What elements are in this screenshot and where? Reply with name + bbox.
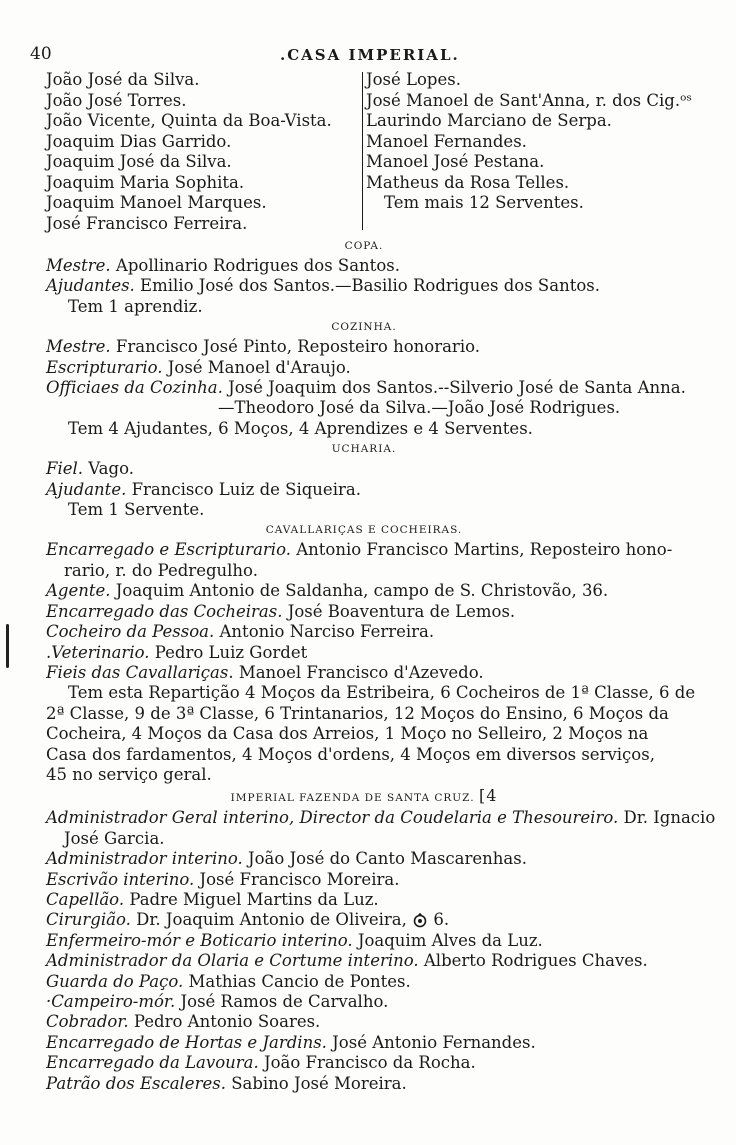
list-item: João José da Silva. (46, 70, 200, 89)
entry (46, 1053, 682, 1073)
name: Antonio Narciso Ferreira. (219, 622, 435, 642)
name: José Boaventura de Lemos. (287, 601, 516, 621)
name: Alberto Rodrigues Chaves. (423, 951, 648, 971)
list-item: João José Torres. (46, 90, 187, 110)
name: Apollinario Rodrigues dos Santos. (115, 256, 400, 275)
page-header (30, 44, 706, 66)
list-item: Joaquim Maria Sophita. (46, 172, 245, 192)
list-item: José Manoel de Sant'Anna, r. dos Cig.ᵒˢ (366, 90, 693, 110)
role: Cobrador. (46, 1012, 129, 1032)
right-column (366, 70, 711, 214)
entry (46, 972, 682, 992)
role: Administrador da Olaria e Cortume interino. (46, 951, 419, 971)
name: Pedro Antonio Soares. (133, 1012, 321, 1032)
entry (46, 663, 682, 683)
role: Escrivão interino. (46, 869, 195, 889)
staff-note-line: 45 no serviço geral. (46, 764, 212, 784)
list-item: Joaquim Dias Garrido. (46, 131, 232, 151)
section-heading-santa-cruz (46, 786, 682, 808)
name: Joaquim Antonio de Saldanha, campo de S. Christovão, 36. (115, 581, 609, 601)
entry (46, 951, 682, 971)
name: José Ramos de Carvalho. (180, 992, 389, 1011)
role: Guarda do Paço. (46, 971, 184, 991)
running-title: .CASA IMPERIAL. (280, 46, 460, 64)
document-body (46, 236, 716, 1094)
entry (46, 622, 682, 642)
staff-note-line: 2ª Classe, 9 de 3ª Classe, 6 Trintanarios, 12 Moços do Ensino, 6 Moços da (46, 703, 669, 723)
staff-note: Tem 4 Ajudantes, 6 Moços, 4 Aprendizes e 4 Serventes. (68, 418, 533, 438)
entry (46, 910, 682, 930)
page-number: 40 (30, 44, 52, 64)
section-heading-copa: COPA. (344, 240, 384, 252)
order-badge-icon (412, 912, 428, 928)
list-item: Matheus da Rosa Telles. (366, 172, 570, 192)
role: ·Campeiro-mór. (46, 992, 176, 1011)
list-item: João Vicente, Quinta da Boa-Vista. (46, 111, 332, 130)
entry (46, 378, 686, 398)
section-heading-cavallaricas: CAVALLARIÇAS E COCHEIRAS. (265, 524, 463, 537)
role: Cocheiro da Pessoa. (46, 622, 215, 642)
role: Mestre. (46, 256, 111, 275)
list-item: Joaquim José da Silva. (46, 152, 232, 171)
name: Vago. (88, 459, 134, 479)
section-title: IMPERIAL FAZENDA DE SANTA CRUZ. (230, 792, 475, 805)
entry (46, 849, 682, 869)
name: João Francisco da Rocha. (263, 1053, 476, 1073)
name: Manoel Francisco d'Azevedo. (238, 662, 484, 682)
list-item: Manoel José Pestana. (366, 152, 545, 171)
name: José Manoel d'Araujo. (167, 357, 351, 377)
name: Francisco José Pinto, Reposteiro honorario. (115, 337, 480, 357)
heading-note: [4 (478, 786, 498, 806)
entry (46, 1033, 682, 1053)
name: Padre Miguel Martins da Luz. (129, 889, 379, 909)
list-item: José Francisco Ferreira. (46, 213, 248, 233)
staff-note-line: Cocheira, 4 Moços da Casa dos Arreios, 1 Moço no Selleiro, 2 Moços na (46, 724, 649, 744)
name: Francisco Luiz de Siqueira. (131, 479, 361, 499)
left-column (46, 70, 361, 234)
list-item: Laurindo Marciano de Serpa. (366, 111, 612, 130)
name: José Francisco Moreira. (199, 869, 400, 889)
role: Administrador Geral interino, Director da Coudelaria e Thesoureiro. (46, 808, 619, 828)
staff-note-line: Casa dos fardamentos, 4 Moços d'ordens, 4 Moços em diversos serviços, (46, 744, 655, 764)
role: Ajudantes. (46, 276, 135, 296)
entry (46, 337, 682, 357)
name: Antonio Francisco Martins, Reposteiro hono- (296, 540, 673, 560)
entry (46, 581, 682, 601)
entry (46, 540, 682, 560)
role: Officiaes da Cozinha. (46, 378, 223, 398)
role: Fieis das Cavallariças. (46, 662, 234, 682)
entry-continuation: rario, r. do Pedregulho. (64, 560, 258, 580)
staff-note: Tem 1 aprendiz. (68, 296, 203, 316)
role: Cirurgião. (46, 910, 131, 930)
column-divider (362, 72, 363, 230)
list-item: Joaquim Manoel Marques. (46, 193, 267, 212)
entry (46, 931, 682, 951)
entry (46, 1074, 682, 1094)
name: Dr. Ignacio (623, 808, 716, 828)
list-item: Manoel Fernandes. (366, 131, 527, 151)
decoration-number: 6. (433, 910, 450, 930)
role: Ajudante. (46, 479, 127, 499)
name: José Antonio Fernandes. (332, 1032, 536, 1052)
section-heading-cozinha: COZINHA. (331, 321, 397, 334)
role: Administrador interino. (46, 849, 243, 869)
entry-continuation: José Garcia. (64, 828, 165, 848)
role: .Veterinario. (46, 642, 150, 662)
staff-note: Tem esta Repartição 4 Moços da Estribeira, 6 Cocheiros de 1ª Classe, 6 de (68, 683, 696, 703)
entry (46, 992, 682, 1012)
role: Capellão. (46, 889, 125, 909)
role: Encarregado das Cocheiras. (46, 601, 283, 621)
name: João José do Canto Mascarenhas. (248, 849, 527, 869)
name: Emilio José dos Santos.—Basilio Rodrigues dos Santos. (140, 276, 600, 296)
entry (46, 602, 682, 622)
two-column-list (46, 70, 706, 234)
role: Fiel. (46, 459, 84, 479)
entry (46, 808, 716, 828)
role: Encarregado de Hortas e Jardins. (46, 1032, 327, 1052)
role: Encarregado e Escripturario. (46, 540, 291, 560)
entry (46, 256, 682, 276)
role: Enfermeiro-mór e Boticario interino. (46, 930, 353, 950)
entry (46, 358, 682, 378)
entry (46, 870, 682, 890)
role: Escripturario. (46, 357, 163, 377)
name: Dr. Joaquim Antonio de Oliveira, (136, 910, 407, 930)
entry (46, 643, 682, 663)
section-heading-ucharia: UCHARIA. (331, 443, 397, 456)
margin-mark (6, 624, 9, 668)
entry (46, 276, 682, 296)
list-item: Tem mais 12 Serventes. (384, 193, 584, 212)
entry (46, 459, 682, 479)
role: Patrão dos Escaleres. (46, 1073, 226, 1093)
entry (46, 480, 682, 500)
entry (46, 890, 682, 910)
staff-note: Tem 1 Servente. (68, 500, 205, 520)
list-item: José Lopes. (366, 70, 461, 89)
name: Mathias Cancio de Pontes. (188, 971, 411, 991)
name: Pedro Luiz Gordet (154, 642, 308, 662)
role: Mestre. (46, 337, 111, 357)
role: Agente. (46, 581, 111, 601)
role: Encarregado da Lavoura. (46, 1053, 259, 1073)
name: Sabino José Moreira. (231, 1073, 407, 1093)
name: José Joaquim dos Santos.--Silverio José de Santa Anna. (228, 378, 686, 398)
entry (46, 1012, 682, 1032)
name: Joaquim Alves da Luz. (357, 930, 543, 950)
entry-continuation: —Theodoro José da Silva.—João José Rodrigues. (218, 398, 621, 418)
